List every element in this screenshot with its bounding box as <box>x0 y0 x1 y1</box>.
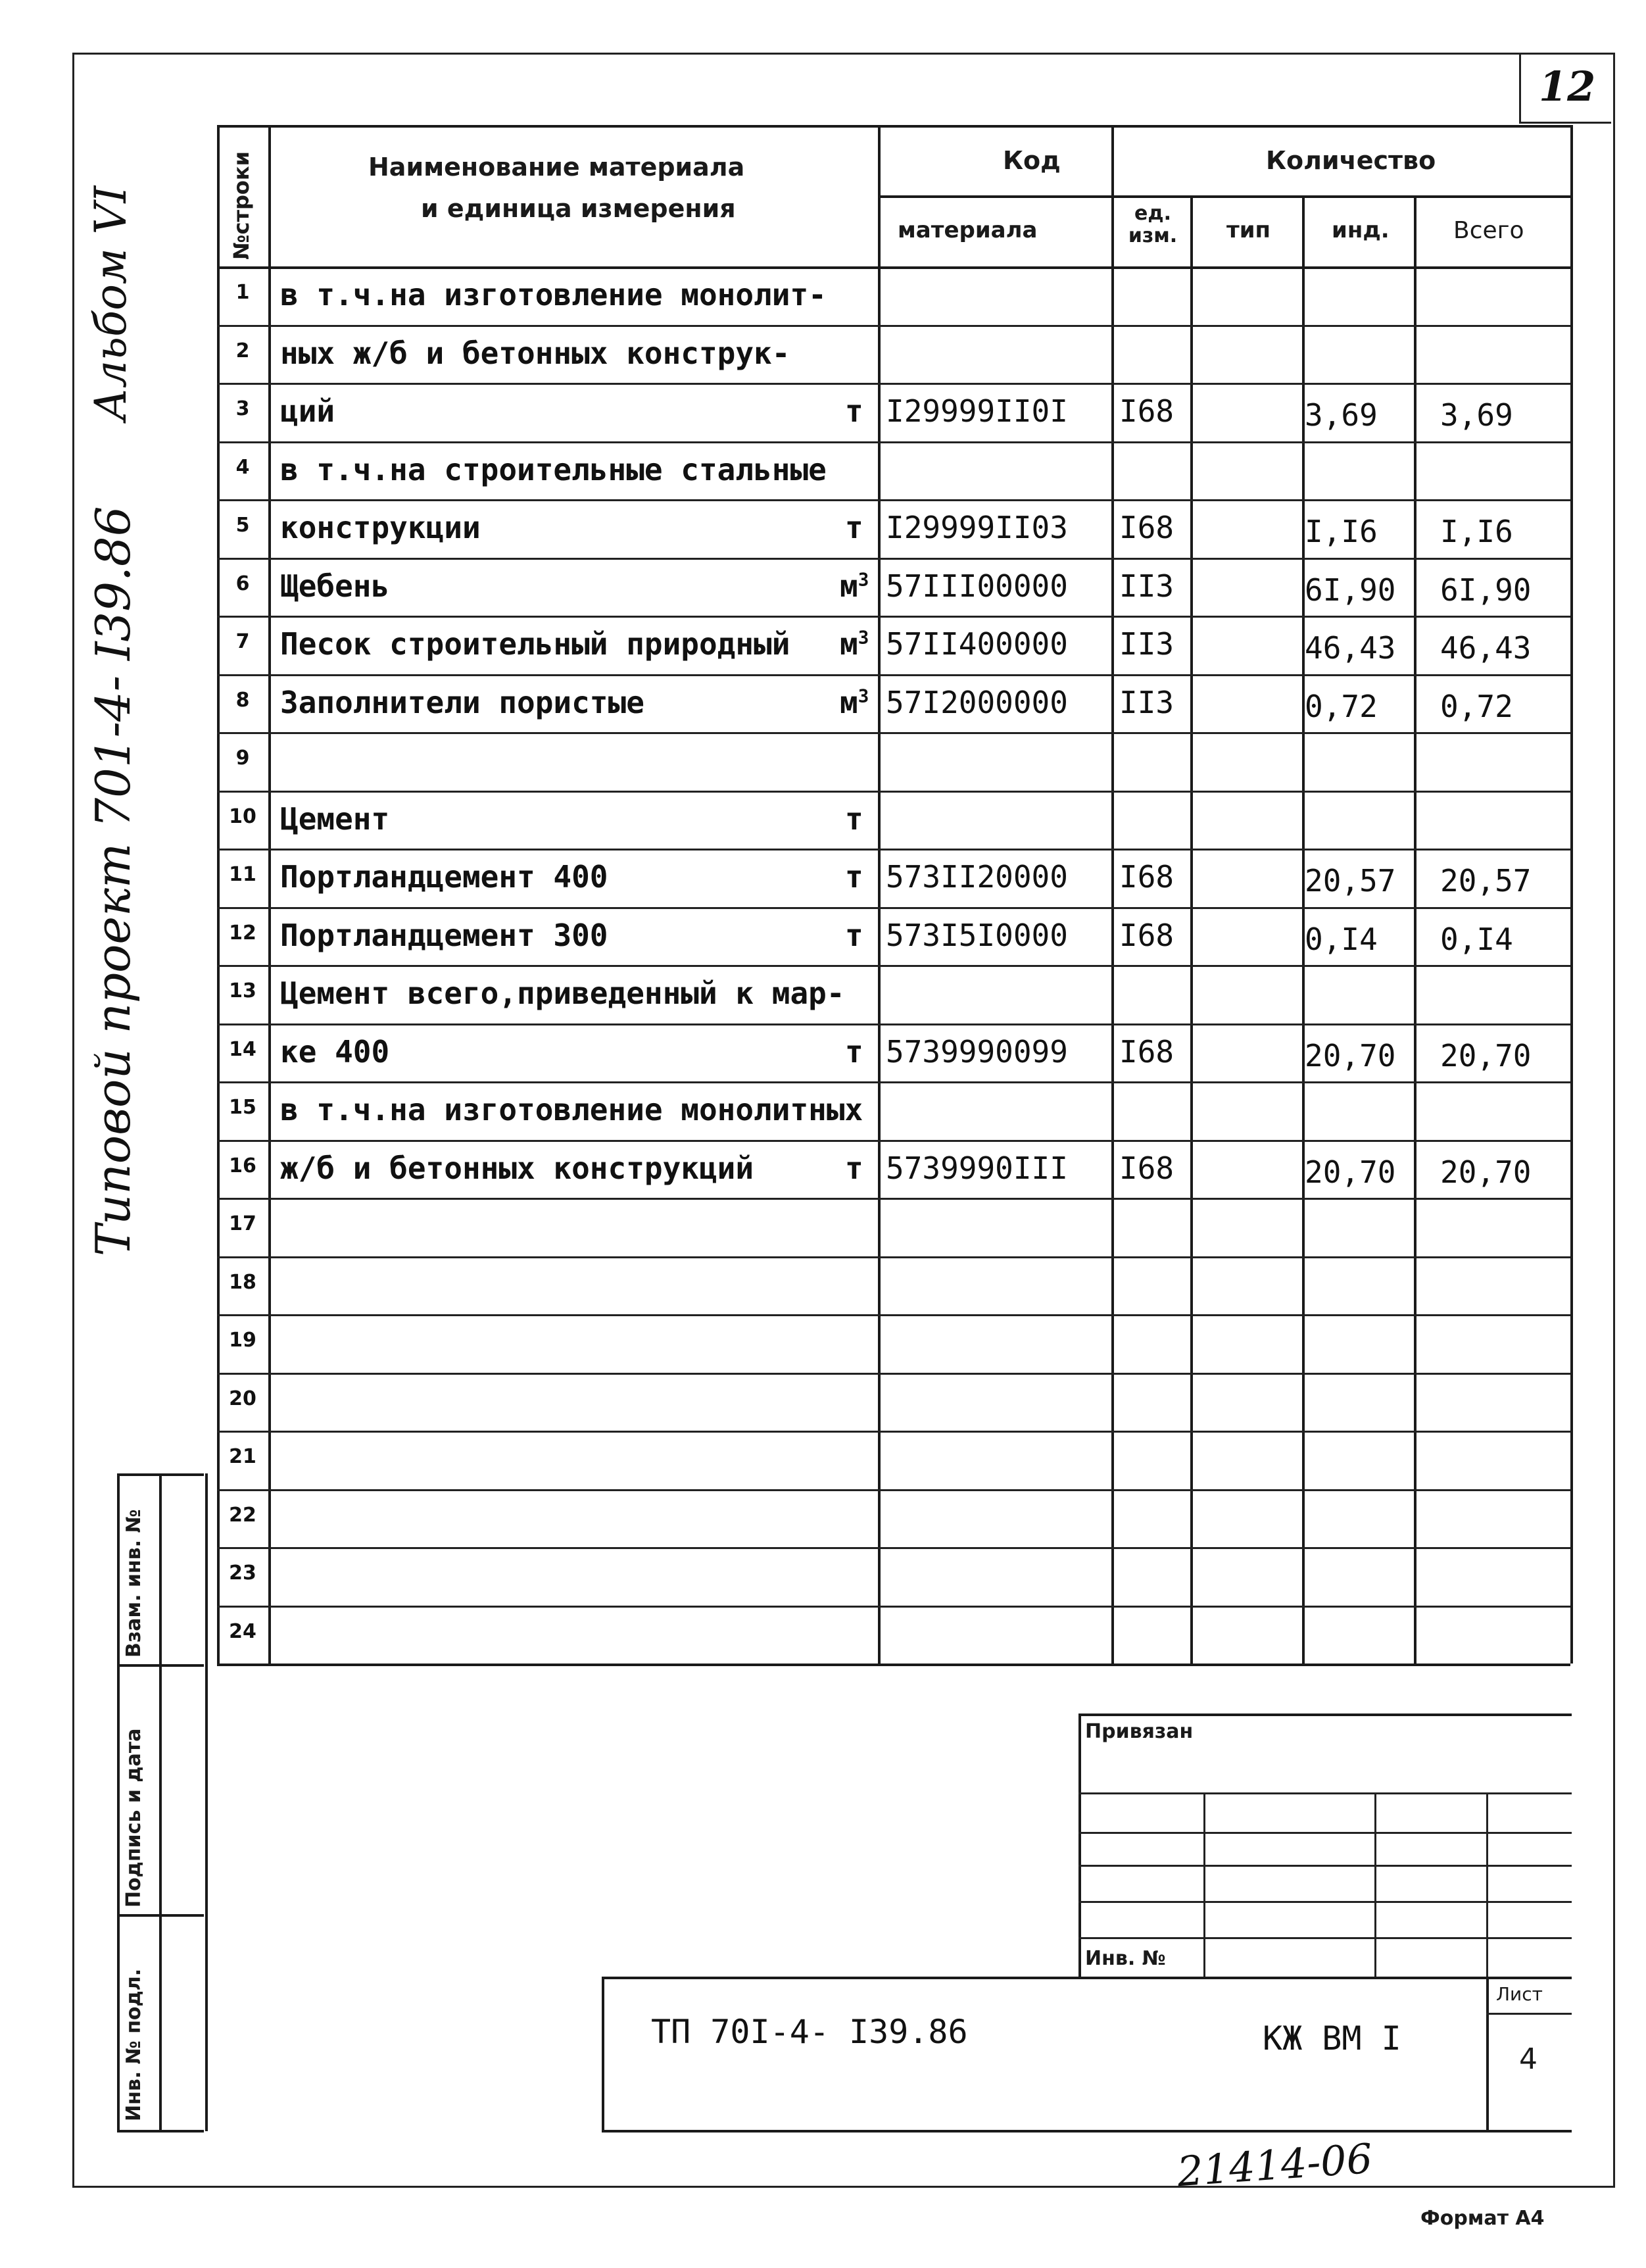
row-separator-num <box>217 732 268 734</box>
row-name: Портландцемент 300 <box>280 917 608 953</box>
row-separator-num <box>217 499 268 501</box>
header-name-line1: Наименование материала <box>368 153 745 182</box>
row-separator <box>268 1023 1570 1025</box>
row-separator <box>268 907 1570 909</box>
table-top-border <box>217 125 1570 128</box>
row-number: 10 <box>229 804 256 828</box>
row-separator-num <box>217 616 268 618</box>
row-code: 57III00000 <box>886 568 1068 604</box>
stamp-inv-podl: Инв. № подл. <box>122 1968 145 2121</box>
row-name: в т.ч.на изготовление монолитных <box>280 1092 863 1127</box>
row-unit: т <box>845 917 863 953</box>
row-number: 5 <box>235 514 250 537</box>
row-separator-num <box>217 907 268 909</box>
side-album-title: Альбом VI <box>85 185 136 421</box>
row-unit-code: I68 <box>1119 1033 1174 1070</box>
row-qty-ind: 0,72 <box>1305 688 1378 724</box>
row-qty-total: 0,72 <box>1440 688 1513 724</box>
row-separator-num <box>217 1023 268 1025</box>
header-code: Код <box>1003 146 1061 175</box>
row-code: 57II400000 <box>886 626 1068 662</box>
row-code: 573I5I0000 <box>886 917 1068 953</box>
row-code: 573II20000 <box>886 859 1068 895</box>
corner-box-left <box>1519 54 1521 123</box>
row-separator-num <box>217 1256 268 1258</box>
row-separator <box>268 1547 1570 1549</box>
row-separator <box>268 849 1570 851</box>
row-qty-ind: 20,57 <box>1305 863 1396 899</box>
header-code-material: материала <box>898 217 1038 243</box>
row-name: конструкции <box>280 510 481 545</box>
row-qty-total: 20,57 <box>1440 863 1532 899</box>
row-separator <box>268 1256 1570 1258</box>
row-number: 16 <box>229 1154 256 1177</box>
tb-grid-h2 <box>1078 1832 1572 1834</box>
row-qty-ind: 0,I4 <box>1305 921 1378 957</box>
tb-sheet-left <box>1486 1977 1489 2131</box>
row-separator-num <box>217 383 268 385</box>
row-number: 3 <box>235 397 250 420</box>
row-unit: $м^3$ <box>840 568 869 604</box>
stamp-mid-border <box>159 1473 162 2131</box>
stamp-left-border <box>117 1473 120 2131</box>
row-separator-num <box>217 1606 268 1608</box>
row-code: 5739990III <box>886 1150 1068 1186</box>
sheet-corner-number: 12 <box>1539 62 1596 111</box>
row-separator-num <box>217 1373 268 1375</box>
header-quantity: Количество <box>1266 146 1436 175</box>
row-separator <box>268 558 1570 560</box>
row-qty-ind: 20,70 <box>1305 1154 1396 1190</box>
row-qty-total: 3,69 <box>1440 397 1513 433</box>
row-name: ных ж/б и бетонных конструк- <box>280 335 790 371</box>
table-bottom-border <box>217 1664 1570 1666</box>
header-row-no: №строки <box>229 151 254 260</box>
row-separator <box>268 616 1570 618</box>
row-number: 4 <box>235 455 250 479</box>
row-separator <box>268 791 1570 793</box>
tb-priv-top <box>1078 1713 1572 1716</box>
tb-privyazan: Привязан <box>1085 1720 1194 1743</box>
row-name: Песок строительный природный <box>280 626 790 662</box>
row-number: 14 <box>229 1037 256 1061</box>
row-code: I29999II0I <box>886 393 1068 429</box>
row-number: 23 <box>229 1562 256 1585</box>
row-number: 20 <box>229 1387 256 1410</box>
row-name: ций <box>280 393 335 429</box>
row-separator-num <box>217 441 268 443</box>
row-separator-num <box>217 1489 268 1491</box>
row-number: 22 <box>229 1503 256 1527</box>
row-unit: $м^3$ <box>840 626 869 662</box>
row-separator-num <box>217 1547 268 1549</box>
table-right-border <box>1570 125 1573 1664</box>
tb-inv-no: Инв. № <box>1085 1947 1166 1970</box>
corner-box-bottom <box>1519 122 1611 124</box>
row-separator-num <box>217 1314 268 1316</box>
tb-main-left <box>602 1977 604 2131</box>
row-number: 18 <box>229 1270 256 1294</box>
row-number: 19 <box>229 1329 256 1352</box>
row-separator <box>268 1314 1570 1316</box>
row-qty-total: 6I,90 <box>1440 572 1532 608</box>
row-name: Цемент <box>280 801 390 837</box>
row-qty-total: 46,43 <box>1440 630 1532 666</box>
row-separator-num <box>217 558 268 560</box>
row-qty-total: 20,70 <box>1440 1037 1532 1073</box>
tb-sheet-label: Лист <box>1496 1983 1543 2005</box>
row-qty-ind: 6I,90 <box>1305 572 1396 608</box>
row-number: 13 <box>229 979 256 1002</box>
col-divider-ind <box>1414 195 1416 1664</box>
row-number: 6 <box>235 572 250 595</box>
tb-sheet-no: 4 <box>1519 2042 1537 2076</box>
row-separator <box>268 1489 1570 1491</box>
table-header-bottom <box>217 266 1570 269</box>
col-divider-name <box>878 125 881 1664</box>
row-qty-total: 20,70 <box>1440 1154 1532 1190</box>
row-separator-num <box>217 1431 268 1433</box>
row-unit-code: I68 <box>1119 510 1174 545</box>
row-number: 11 <box>229 863 256 886</box>
handwritten-number: 21414-06 <box>1175 2134 1374 2196</box>
row-unit: т <box>845 510 863 545</box>
row-name: в т.ч.на изготовление монолит- <box>280 277 827 312</box>
row-number: 12 <box>229 921 256 945</box>
row-separator <box>268 1431 1570 1433</box>
row-separator <box>268 674 1570 676</box>
row-separator <box>268 732 1570 734</box>
col-divider-rowno <box>268 125 271 1664</box>
row-number: 1 <box>235 281 250 304</box>
row-separator-num <box>217 1140 268 1142</box>
row-separator <box>268 499 1570 501</box>
row-code: I29999II03 <box>886 510 1068 545</box>
row-name: Портландцемент 400 <box>280 859 608 895</box>
tb-grid-h3 <box>1078 1865 1572 1867</box>
row-name: ж/б и бетонных конструкций <box>280 1150 754 1186</box>
tb-grid-v2 <box>1374 1792 1376 1977</box>
row-number: 21 <box>229 1445 256 1468</box>
col-divider-code-unit <box>1190 195 1193 1664</box>
tb-doc-code: ТП 70I-4- I39.86 <box>651 2013 968 2051</box>
row-unit-code: I68 <box>1119 917 1174 953</box>
row-unit: т <box>845 859 863 895</box>
row-unit-code: II3 <box>1119 568 1174 604</box>
row-code: 57I2000000 <box>886 684 1068 720</box>
tb-grid-h4 <box>1078 1901 1572 1903</box>
row-number: 15 <box>229 1096 256 1119</box>
tb-main-bottom <box>602 2130 1572 2132</box>
row-unit: т <box>845 1033 863 1070</box>
row-separator <box>268 1606 1570 1608</box>
header-code-unit: ед. изм. <box>1128 202 1178 247</box>
row-separator-num <box>217 325 268 327</box>
stamp-div-1 <box>117 1664 204 1667</box>
row-separator <box>268 1373 1570 1375</box>
stamp-bottom <box>117 2130 204 2132</box>
row-qty-ind: 46,43 <box>1305 630 1396 666</box>
header-name-line2: и единица измерения <box>421 194 736 223</box>
row-qty-total: 0,I4 <box>1440 921 1513 957</box>
row-unit-code: I68 <box>1119 859 1174 895</box>
row-unit-code: II3 <box>1119 626 1174 662</box>
row-name: в т.ч.на строительные стальные <box>280 451 827 487</box>
row-number: 7 <box>235 630 250 653</box>
row-name: Щебень <box>280 568 390 604</box>
row-number: 8 <box>235 688 250 712</box>
row-number: 24 <box>229 1619 256 1643</box>
tb-grid-v3 <box>1486 1792 1488 1977</box>
field-left-border <box>205 1473 208 2131</box>
row-number: 2 <box>235 339 250 362</box>
row-separator-num <box>217 1081 268 1083</box>
row-separator <box>268 1198 1570 1200</box>
row-separator <box>268 965 1570 967</box>
row-code: 5739990099 <box>886 1033 1068 1070</box>
tb-grid-v1 <box>1203 1792 1205 1977</box>
tb-main-top <box>602 1977 1572 1979</box>
tb-grid-h5 <box>1078 1937 1572 1939</box>
side-project-title: Типовой проект 701-4- I39.86 <box>85 506 141 1256</box>
header-mid-line <box>878 195 1570 198</box>
row-qty-ind: 3,69 <box>1305 397 1378 433</box>
row-unit: т <box>845 393 863 429</box>
row-name: ке 400 <box>280 1033 390 1070</box>
stamp-div-2 <box>117 1914 204 1917</box>
row-separator-num <box>217 965 268 967</box>
header-qty-type: тип <box>1226 217 1271 243</box>
row-separator-num <box>217 849 268 851</box>
row-separator <box>268 325 1570 327</box>
row-unit-code: II3 <box>1119 684 1174 720</box>
row-qty-ind: I,I6 <box>1305 514 1378 549</box>
row-separator-num <box>217 791 268 793</box>
tb-grid-h1 <box>1078 1792 1572 1794</box>
row-separator <box>268 383 1570 385</box>
stamp-top <box>117 1473 204 1476</box>
format-label: Формат А4 <box>1420 2207 1545 2230</box>
tb-mark: КЖ ВМ I <box>1263 2019 1401 2058</box>
row-separator <box>268 1081 1570 1083</box>
row-separator-num <box>217 674 268 676</box>
row-unit: т <box>845 801 863 837</box>
row-separator-num <box>217 1198 268 1200</box>
row-separator <box>268 1140 1570 1142</box>
stamp-podpis-data: Подпись и дата <box>122 1728 145 1908</box>
row-unit-code: I68 <box>1119 1150 1174 1186</box>
row-separator <box>268 441 1570 443</box>
col-divider-code <box>1111 125 1114 1664</box>
row-number: 9 <box>235 747 250 770</box>
row-unit: т <box>845 1150 863 1186</box>
stamp-vzam-inv: Взам. инв. № <box>122 1509 145 1658</box>
row-unit: $м^3$ <box>840 684 869 720</box>
row-number: 17 <box>229 1212 256 1235</box>
row-qty-ind: 20,70 <box>1305 1037 1396 1073</box>
materials-table <box>217 125 1570 1671</box>
header-qty-ind: инд. <box>1332 217 1390 243</box>
row-unit-code: I68 <box>1119 393 1174 429</box>
row-name: Цемент всего,приведенный к мар- <box>280 975 845 1011</box>
header-qty-total: Всего <box>1453 217 1524 244</box>
row-name: Заполнители пористые <box>280 684 644 720</box>
tb-sheet-div <box>1486 2013 1572 2015</box>
row-qty-total: I,I6 <box>1440 514 1513 549</box>
